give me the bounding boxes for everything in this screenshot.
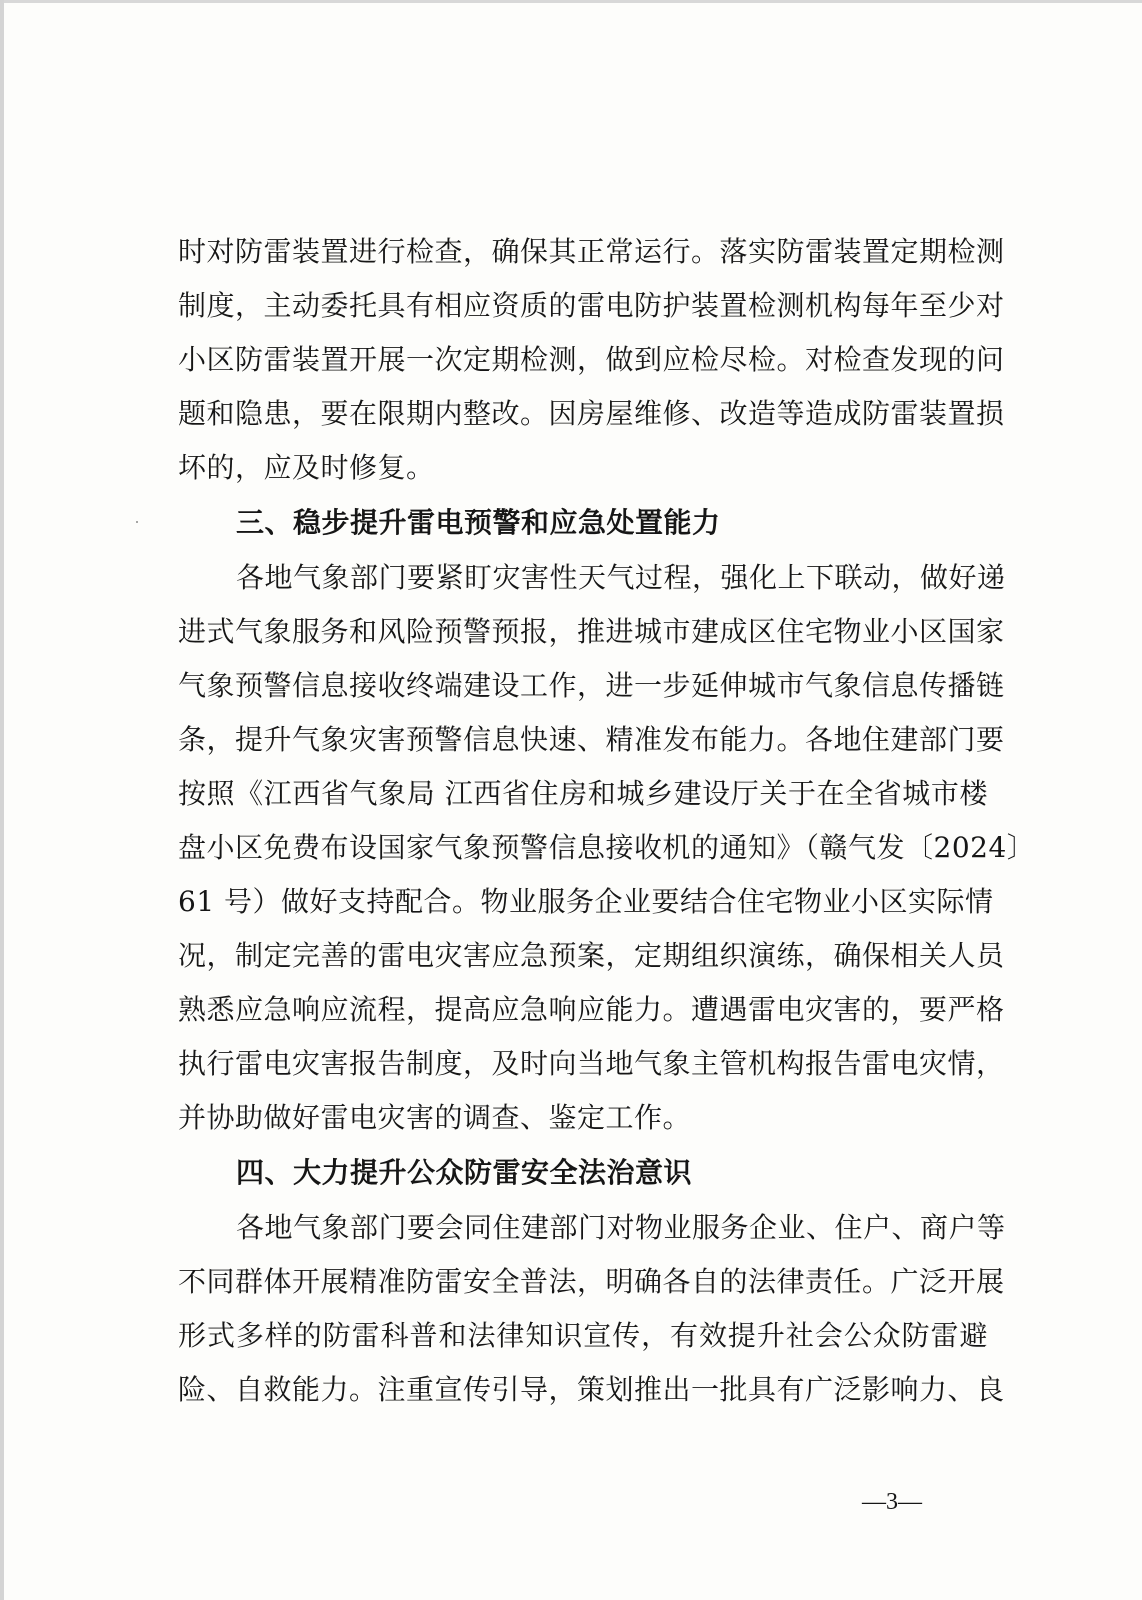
text-line: 按照《江西省气象局 江西省住房和城乡建设厅关于在全省城市楼 (178, 777, 988, 810)
text-line: 各地气象部门要紧盯灾害性天气过程，强化上下联动，做好递 (236, 561, 1006, 594)
text-line: 形式多样的防雷科普和法律知识宣传，有效提升社会公众防雷避 (178, 1319, 988, 1352)
text-line: 气象预警信息接收终端建设工作，进一步延伸城市气象信息传播链 (178, 669, 1005, 702)
paragraph-continuation (178, 225, 1005, 495)
text-line: 盘小区免费布设国家气象预警信息接收机的通知》（赣气发〔2024〕 (178, 831, 1036, 864)
scan-speck (136, 521, 138, 523)
section-heading-3: 三、稳步提升雷电预警和应急处置能力 (236, 506, 721, 539)
section-heading-4: 四、大力提升公众防雷安全法治意识 (236, 1156, 693, 1189)
scan-edge-left (0, 0, 4, 1600)
text-line: 制度，主动委托具有相应资质的雷电防护装置检测机构每年至少对 (178, 289, 1005, 322)
text-line: 小区防雷装置开展一次定期检测，做到应检尽检。对检查发现的问 (178, 343, 1005, 376)
text-line: 执行雷电灾害报告制度，及时向当地气象主管机构报告雷电灾情， (178, 1047, 1005, 1080)
text-line: 题和隐患，要在限期内整改。因房屋维修、改造等造成防雷装置损 (178, 397, 1005, 430)
scan-edge-top (0, 0, 1142, 3)
paragraph-warning (178, 551, 1036, 1145)
text-line: 时对防雷装置进行检查，确保其正常运行。落实防雷装置定期检测 (178, 235, 1005, 268)
page-number: —3— (862, 1489, 922, 1515)
text-line: 况，制定完善的雷电灾害应急预案，定期组织演练，确保相关人员 (178, 939, 1005, 972)
text-line: 熟悉应急响应流程，提高应急响应能力。遭遇雷电灾害的，要严格 (178, 993, 1005, 1026)
text-line: 条，提升气象灾害预警信息快速、精准发布能力。各地住建部门要 (178, 723, 1005, 756)
text-line: 61 号）做好支持配合。物业服务企业要结合住宅物业小区实际情 (178, 885, 994, 918)
text-line: 不同群体开展精准防雷安全普法，明确各自的法律责任。广泛开展 (178, 1265, 1005, 1298)
paragraph-publicity (178, 1201, 1006, 1417)
text-line: 并协助做好雷电灾害的调查、鉴定工作。 (178, 1101, 692, 1134)
text-line: 坏的，应及时修复。 (178, 451, 435, 484)
document-body (178, 225, 1036, 1417)
text-line: 各地气象部门要会同住建部门对物业服务企业、住户、商户等 (236, 1211, 1006, 1244)
text-line: 进式气象服务和风险预警预报，推进城市建成区住宅物业小区国家 (178, 615, 1005, 648)
text-line: 险、自救能力。注重宣传引导，策划推出一批具有广泛影响力、良 (178, 1373, 1005, 1406)
